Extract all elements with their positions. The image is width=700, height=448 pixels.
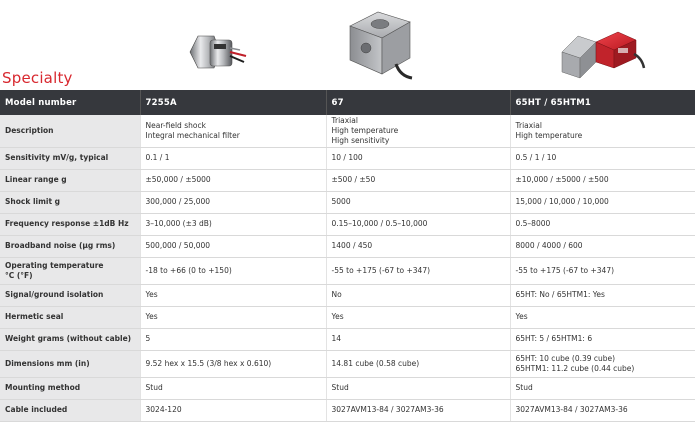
table-row — [0, 350, 695, 377]
row-label-line: Cable included — [5, 405, 68, 414]
cell-line: High sensitivity — [331, 135, 390, 145]
table-cell — [510, 213, 695, 235]
cell-line: Stud — [331, 383, 349, 392]
table-cell — [510, 235, 695, 257]
cell-line: 500,000 / 50,000 — [145, 241, 211, 250]
row-label — [0, 399, 140, 421]
table-cell — [510, 377, 695, 399]
table-row — [0, 169, 695, 191]
row-label — [0, 328, 140, 350]
row-label-line: Linear range g — [5, 175, 67, 184]
specification-table — [0, 90, 695, 422]
cell-line: 10 / 100 — [331, 153, 363, 162]
row-label — [0, 147, 140, 169]
table-cell — [140, 213, 326, 235]
table-cell — [510, 169, 695, 191]
row-label-line: Signal/ground isolation — [5, 290, 104, 299]
table-cell — [326, 235, 510, 257]
table-row — [0, 377, 695, 399]
cell-line: 5000 — [331, 197, 351, 206]
row-label — [0, 257, 140, 284]
table-cell — [510, 399, 695, 421]
table-cell — [326, 350, 510, 377]
table-cell — [510, 257, 695, 284]
table-cell — [326, 147, 510, 169]
table-cell — [140, 147, 326, 169]
table-row — [0, 115, 695, 147]
67-sensor-image — [338, 4, 428, 84]
row-label-line: Sensitivity mV/g, typical — [5, 153, 109, 162]
table-row — [0, 257, 695, 284]
cell-line: 3027AVM13-84 / 3027AM3-36 — [515, 405, 628, 414]
cell-line: High temperature — [515, 130, 583, 140]
table-cell — [140, 169, 326, 191]
cell-line: 8000 / 4000 / 600 — [515, 241, 583, 250]
row-label — [0, 115, 140, 147]
7255A-sensor-image — [180, 22, 260, 82]
row-label-line: Shock limit g — [5, 197, 61, 206]
cell-line: 0.5–8000 — [515, 219, 551, 228]
table-row — [0, 147, 695, 169]
column-header: 7255A — [140, 90, 326, 115]
cell-line: 0.5 / 1 / 10 — [515, 153, 557, 162]
cell-line: 15,000 / 10,000 / 10,000 — [515, 197, 609, 206]
cell-line: 14.81 cube (0.58 cube) — [331, 358, 420, 368]
row-label-line: °C (°F) — [5, 270, 33, 280]
cell-line: 65HT: No / 65HTM1: Yes — [515, 290, 605, 299]
table-row — [0, 399, 695, 421]
cell-line: -55 to +175 (-67 to +347) — [515, 265, 615, 275]
row-label — [0, 235, 140, 257]
table-cell — [510, 350, 695, 377]
table-cell — [140, 257, 326, 284]
table-cell — [326, 328, 510, 350]
table-cell — [510, 115, 695, 147]
table-row — [0, 306, 695, 328]
cell-line: Yes — [145, 290, 158, 299]
cell-line: Near-field shock — [145, 120, 206, 130]
cell-line: 1400 / 450 — [331, 241, 373, 250]
table-cell — [326, 169, 510, 191]
row-label — [0, 213, 140, 235]
cell-line: Yes — [515, 312, 528, 321]
row-label-line: Description — [5, 125, 54, 135]
table-body — [0, 115, 695, 421]
cell-line: Stud — [145, 383, 163, 392]
table-cell — [510, 284, 695, 306]
row-label-line: Frequency response ±1dB Hz — [5, 219, 129, 228]
row-label — [0, 350, 140, 377]
row-label — [0, 377, 140, 399]
table-cell — [140, 350, 326, 377]
cell-line: Yes — [145, 312, 158, 321]
cell-line: Triaxial — [515, 120, 542, 130]
table-row — [0, 213, 695, 235]
row-label — [0, 191, 140, 213]
65HT-sensor-image — [548, 24, 648, 86]
cell-line: ±10,000 / ±5000 / ±500 — [515, 175, 609, 184]
cell-line: 300,000 / 25,000 — [145, 197, 211, 206]
cell-line: ±500 / ±50 — [331, 175, 376, 184]
table-cell — [510, 147, 695, 169]
row-label-line: Weight grams (without cable) — [5, 334, 132, 343]
cell-line: 3–10,000 (±3 dB) — [145, 219, 212, 228]
cell-line: Integral mechanical filter — [145, 130, 240, 140]
table-cell — [510, 328, 695, 350]
cell-line: 65HT: 5 / 65HTM1: 6 — [515, 334, 593, 343]
cell-line: 14 — [331, 334, 342, 343]
table-header-row — [0, 90, 695, 115]
cell-line: 3027AVM13-84 / 3027AM3-36 — [331, 405, 444, 414]
cell-line: -18 to +66 (0 to +150) — [145, 265, 232, 275]
table-cell — [326, 377, 510, 399]
table-cell — [326, 213, 510, 235]
section-title: Specialty — [2, 69, 73, 87]
product-images — [0, 0, 700, 88]
cell-line: 65HTM1: 11.2 cube (0.44 cube) — [515, 363, 635, 373]
cell-line: 5 — [145, 334, 151, 343]
table-cell — [326, 191, 510, 213]
row-label — [0, 306, 140, 328]
table-cell — [140, 399, 326, 421]
row-label-line: Hermetic seal — [5, 312, 64, 321]
table-cell — [510, 306, 695, 328]
cell-line: 0.1 / 1 — [145, 153, 170, 162]
table-row — [0, 284, 695, 306]
row-label-line: Operating temperature — [5, 260, 104, 270]
cell-line: Triaxial — [331, 115, 358, 125]
table-cell — [140, 115, 326, 147]
row-label-line: Dimensions mm (in) — [5, 358, 90, 368]
table-cell — [140, 328, 326, 350]
cell-line: Stud — [515, 383, 533, 392]
cell-line: ±50,000 / ±5000 — [145, 175, 211, 184]
row-label-line: Broadband noise (µg rms) — [5, 241, 116, 250]
column-header: Model number — [0, 90, 140, 115]
table-cell — [510, 191, 695, 213]
table-cell — [326, 306, 510, 328]
cell-line: -55 to +175 (-67 to +347) — [331, 265, 431, 275]
table-cell — [326, 399, 510, 421]
cell-line: 9.52 hex x 15.5 (3/8 hex x 0.610) — [145, 358, 272, 368]
table-cell — [326, 257, 510, 284]
table-cell — [140, 284, 326, 306]
table-cell — [326, 284, 510, 306]
cell-line: 65HT: 10 cube (0.39 cube) — [515, 353, 616, 363]
row-label-line: Mounting method — [5, 383, 81, 392]
table-row — [0, 328, 695, 350]
table-cell — [140, 191, 326, 213]
cell-line: High temperature — [331, 125, 399, 135]
table-cell — [140, 306, 326, 328]
row-label — [0, 169, 140, 191]
table-cell — [140, 377, 326, 399]
column-header: 65HT / 65HTM1 — [510, 90, 695, 115]
cell-line: 3024-120 — [145, 405, 182, 414]
table-row — [0, 235, 695, 257]
cell-line: Yes — [331, 312, 344, 321]
cell-line: 0.15–10,000 / 0.5–10,000 — [331, 219, 428, 228]
cell-line: No — [331, 290, 342, 299]
column-header: 67 — [326, 90, 510, 115]
table-row — [0, 191, 695, 213]
table-cell — [140, 235, 326, 257]
row-label — [0, 284, 140, 306]
table-cell — [326, 115, 510, 147]
